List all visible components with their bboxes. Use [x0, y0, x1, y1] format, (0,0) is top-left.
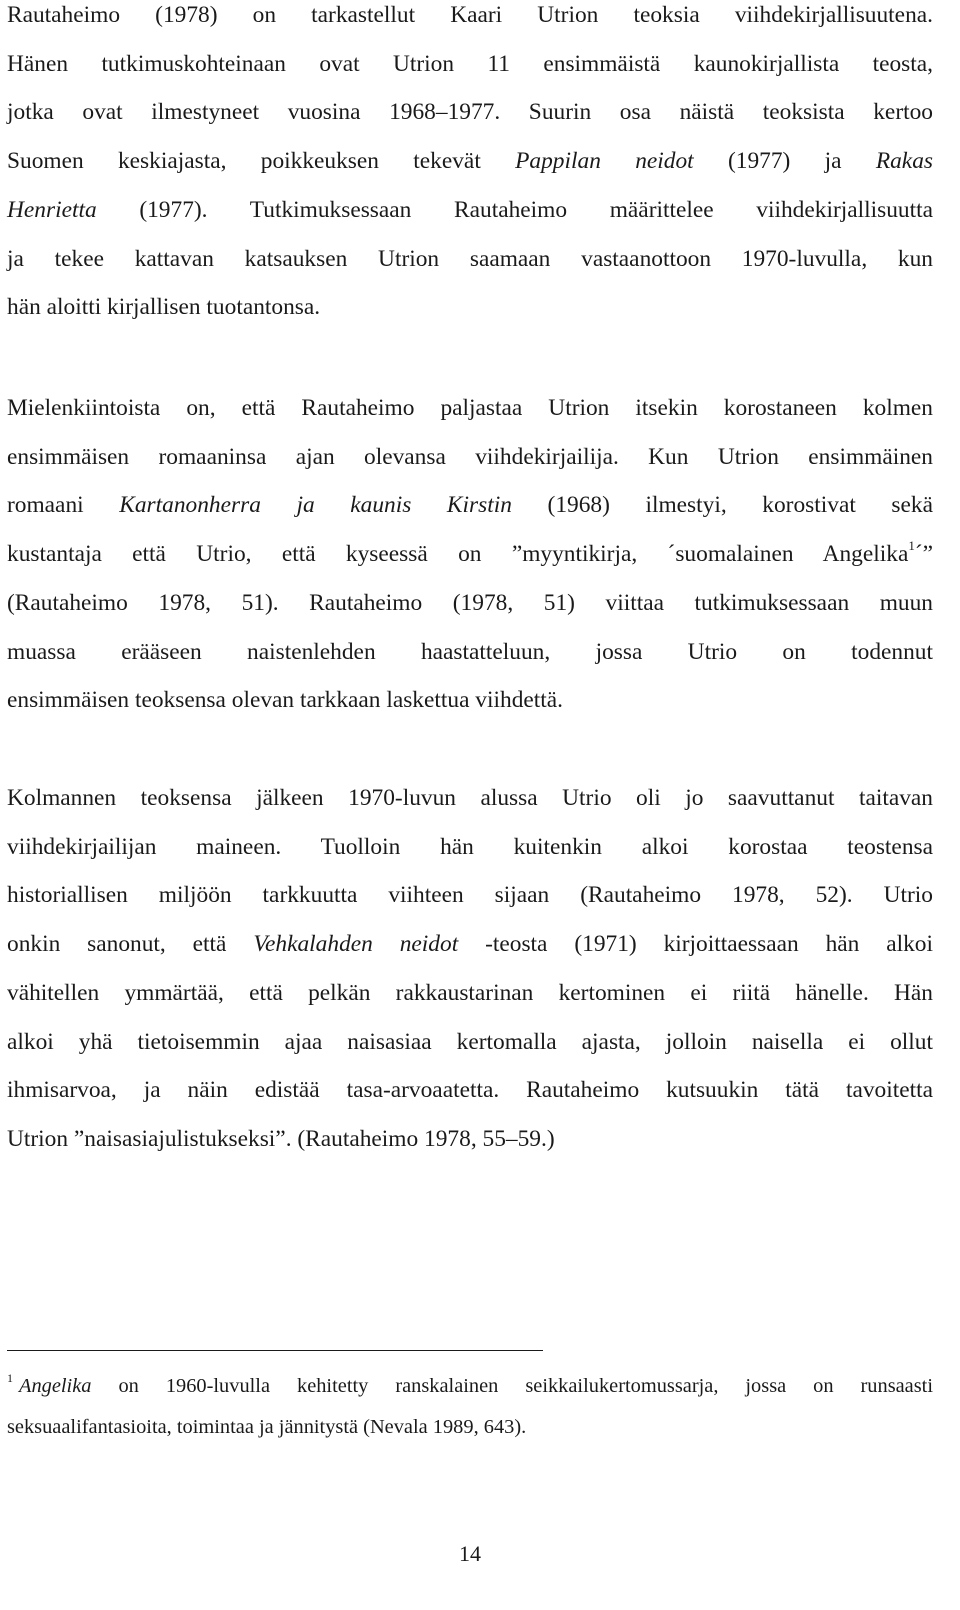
text-run: Utrion ”naisasiajulistukseksi”. (Rautaheimo 1978, 55–59.): [7, 1125, 555, 1152]
italic-title: Angelika: [19, 1375, 92, 1397]
italic-title: Rakas: [875, 148, 933, 175]
text-run: Suomen keskiajasta, poikkeuksen tekevät: [7, 148, 516, 175]
text-run: alkoi yhä tietoisemmin ajaa naisasiaa kertomalla ajasta, jolloin naisella ei ollut: [7, 1028, 933, 1055]
footnote-marker: 1: [908, 538, 915, 554]
italic-title: Kartanonherra ja kaunis Kirstin: [119, 492, 512, 519]
paragraph-line: [7, 579, 933, 628]
text-run: kustantaja että Utrio, että kyseessä on ”myyntikirja, ´suomalainen Angelika: [7, 541, 909, 568]
footnote-separator: [7, 1350, 543, 1351]
paragraph-line: [7, 40, 933, 89]
paragraph-line: [7, 676, 933, 725]
page-number: 14: [459, 1541, 481, 1566]
paragraph-line: [7, 1115, 933, 1164]
text-run: viihdekirjailijan maineen. Tuolloin hän kuitenkin alkoi korostaa teostensa: [7, 833, 933, 860]
text-run: ensimmäisen teoksensa olevan tarkkaan laskettua viihdettä.: [7, 687, 563, 714]
footnote: [7, 1366, 933, 1448]
paragraph-line: [7, 774, 933, 823]
paragraph-line: [7, 137, 933, 186]
text-run: ihmisarvoa, ja näin edistää tasa-arvoaatetta. Rautaheimo kutsuukin tätä tavoitetta: [7, 1077, 933, 1104]
text-run: (Rautaheimo 1978, 51). Rautaheimo (1978, 51) viittaa tutkimuksessaan muun: [7, 589, 933, 616]
paragraph-line: [7, 1018, 933, 1067]
text-run: muassa erääseen naistenlehden haastatteluun, jossa Utrio on todennut: [7, 638, 933, 665]
paragraph-line: [7, 1066, 933, 1115]
text-run: -teosta (1971) kirjoittaessaan hän alkoi: [458, 931, 934, 958]
paragraph-line: [7, 88, 933, 137]
paragraph-line: [7, 920, 933, 969]
paragraph-line: [7, 530, 933, 579]
text-run: (1977). Tutkimuksessaan Rautaheimo määrittelee viihdekirjallisuutta: [96, 196, 933, 223]
paragraph-line: [7, 433, 933, 482]
paragraph-line: [7, 384, 933, 433]
paragraph-line: [7, 481, 933, 530]
paragraph-line: [7, 235, 933, 284]
italic-title: Henrietta: [7, 196, 97, 223]
text-run: (1968) ilmestyi, korostivat sekä: [511, 492, 933, 519]
text-run: historiallisen miljöön tarkkuutta viihteen sijaan (Rautaheimo 1978, 52). Utrio: [7, 882, 933, 909]
text-run: Rautaheimo (1978) on tarkastellut Kaari Utrion teoksia viihdekirjallisuutena.: [7, 2, 933, 28]
paragraph-line: [7, 871, 933, 920]
text-run: Kolmannen teoksensa jälkeen 1970-luvun alussa Utrio oli jo saavuttanut taitavan: [7, 785, 933, 811]
text-run: romaani: [7, 492, 120, 519]
text-run: Hänen tutkimuskohteinaan ovat Utrion 11 ensimmäistä kaunokirjallista teosta,: [7, 50, 933, 77]
text-run: (1977) ja: [693, 148, 876, 175]
paragraph-2: [7, 384, 933, 725]
paragraph-line: [7, 283, 933, 332]
text-run: seksuaalifantasioita, toimintaa ja jännitystä (Nevala 1989, 643).: [7, 1416, 527, 1438]
text-run: jotka ovat ilmestyneet vuosina 1968–1977. Suurin osa näistä teoksista kertoo: [7, 99, 933, 126]
paragraph-line: [7, 186, 933, 235]
footnote-line: [7, 1366, 933, 1407]
paragraph-line: [7, 969, 933, 1018]
italic-title: Pappilan neidot: [515, 148, 694, 175]
text-run: hän aloitti kirjallisen tuotantonsa.: [7, 294, 321, 321]
paragraph-line: [7, 823, 933, 872]
text-run: on 1960-luvulla kehitetty ranskalainen seikkailukertomussarja, jossa on runsaasti: [91, 1375, 933, 1397]
text-run: vähitellen ymmärtää, että pelkän rakkaustarinan kertominen ei riitä hänelle. Hän: [7, 979, 933, 1006]
text-run: ensimmäisen romaaninsa ajan olevansa viihdekirjailija. Kun Utrion ensimmäinen: [7, 443, 933, 470]
text-run: ja tekee kattavan katsauksen Utrion saamaan vastaanottoon 1970-luvulla, kun: [7, 245, 933, 272]
text-run: ´”: [914, 541, 933, 568]
paragraph-line: [7, 0, 933, 40]
italic-title: Vehkalahden neidot: [253, 931, 459, 958]
footnote-marker: 1: [7, 1371, 13, 1385]
paragraph-3: [7, 774, 933, 1164]
paragraph-line: [7, 628, 933, 677]
footnote-line: [7, 1407, 933, 1448]
paragraph-1: [7, 0, 933, 332]
text-run: Mielenkiintoista on, että Rautaheimo paljastaa Utrion itsekin korostaneen kolmen: [7, 395, 933, 421]
text-run: onkin sanonut, että: [7, 931, 254, 958]
